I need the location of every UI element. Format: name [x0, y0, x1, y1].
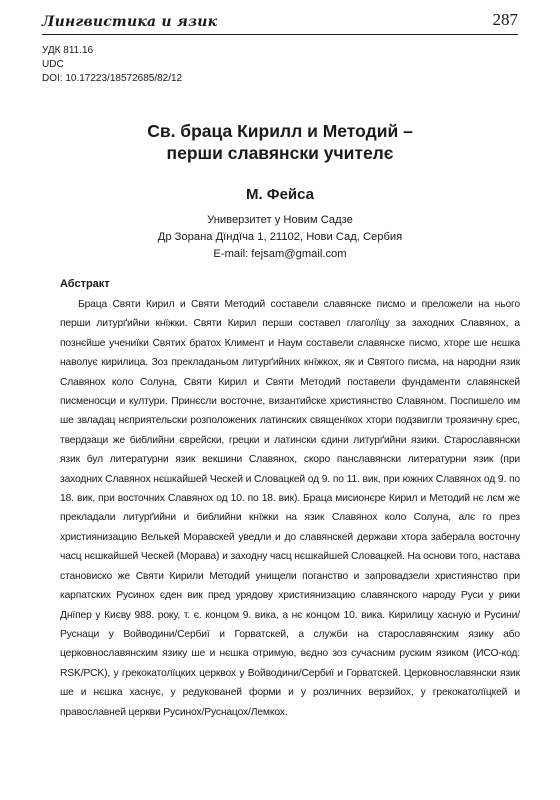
title-line-1: Св. браца Кирилл и Методий –: [147, 121, 413, 141]
abstract-text: Браца Святи Кирил и Святи Методий составели славянске писмо и преложели на нього перши литурґийни кнїжки. Святи Кирил перши составел глаголїцу за заходних Славянох, а познєйше учениїки Святих братох Климент и Наум составели славянске писмо, хторе ше нєшка наволує кирилица. Зоз прекладаньом литурґийних кнїжкох, як и Святого писма, на народни язик Славянох коло Солуна, Святи Кирил и Святи Методий поставели фундаменти славянскей писменосци и култури. Принєсли восточне, византийске християнство Славяном. Поспишело им ше звладац нєприятельски розположених латинских священїкох хтори подзвигли троязичну єрес, твердзаци же библийни єврейски, грецки и латински єдини литурґийни язики. Старославянски язик бул литературни язик векшини Славянох, скоро панславянски литературни язик (при заходних Славянох нєшкайшей Ческей и Словацкей од 9. по 11. вик, при южних Славянох од 9. по 18. вик, при восточних Славянох од 10. по 18. вик). Браца мисионєре Кирил и Методий нє лєм же прекладали литурґийни и библийни кнїжки на язик Славянох коло Солуна, алє го през християнизацию Велькей Моравскей уведли и до славянскей держави хтора заберала восточну часц нєшкайшей Ческей (Морава) и заходну часц нєшкайшей Словацкей. На основи того, настава становиско же Святи Кирили Методий унищели поганство и запровадзели християнство при карпатских Русинох єден вик пред урядову християнизацию славянского народу Руси у рики Днїпер у Києву 988. року, т. є. концом 9. вика, а нє концом 10. вика. Кирилицу хасную и Русини/Руснаци у Войводини/Сербиї и Горватскей, а служби на старославянским язику або церковнославянским язику ше и нєшка отримую, вєдно зоз сучасним руским язиком (ИСО-код: RSK/PCK), у грекокатолїцких церквох у Войводини/Сербиї и Горватскей. Церковнославянски язик ше и нєшка хаснує, у редукованей форми и у розличних верзийох, у грекокатолїцкей и православней церкви Русинох/Руснацох/Лемкох.: [60, 299, 520, 718]
author-affiliation: [42, 212, 518, 263]
journal-title: Лингвистика и язик: [42, 14, 218, 30]
udc-code: UDC: [42, 59, 64, 70]
affiliation-university: Универзитет у Новим Садзе: [207, 214, 353, 226]
abstract-heading: Абстракт: [60, 278, 110, 290]
udk-code: УДК 811.16: [42, 45, 94, 56]
affiliation-address: Др Зорана Дїндїча 1, 21102, Нови Сад, Сербия: [157, 231, 403, 243]
doi: DOI: 10.17223/18572685/82/12: [42, 73, 183, 84]
title-line-2: перши славянски учителє: [166, 143, 394, 163]
page-number: 287: [492, 10, 518, 29]
article-metadata: [42, 44, 182, 86]
author-name: М. Фейса: [245, 186, 315, 203]
affiliation-email: E-mail: fejsam@gmail.com: [213, 248, 347, 260]
article-title: [42, 120, 518, 164]
running-header: [42, 10, 518, 35]
